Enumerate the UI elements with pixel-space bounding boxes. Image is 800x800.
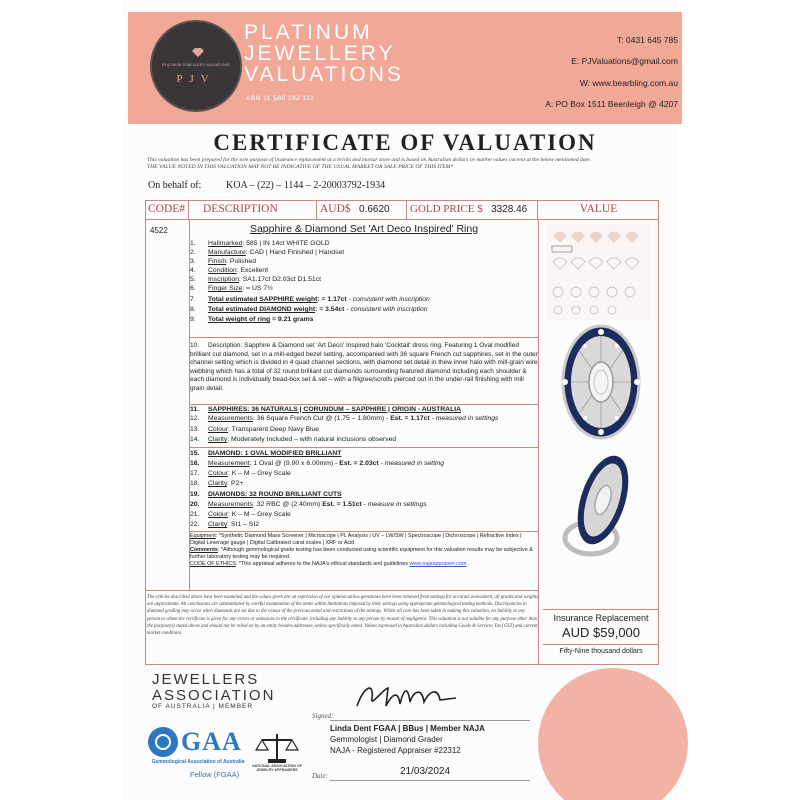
- ja-logo-line-1: JEWELLERS: [152, 671, 260, 688]
- item-label: Measurements: [208, 501, 253, 508]
- item-note: - consistent with inscription: [346, 296, 430, 303]
- ethics-text: : *This appraisal adheres to the NAJA's ethical standards and guidelines: [235, 561, 410, 567]
- equipment-text: : *Synthetic Diamond Mass Screener | Microscope | PL Analysis | UV – LW/SW | Spectroscope | Dichroscope | Refractive Index | Digital Leverage gauge | Digital Calibrated carat scales | XRF or Acid: [190, 533, 522, 546]
- item-number: 21.: [190, 511, 200, 518]
- detail-item: [190, 258, 538, 267]
- detail-item: [190, 450, 538, 459]
- valuation-disclaimer: [147, 157, 667, 171]
- item-value: : CAD | Hand Finished | Handset: [245, 249, 345, 256]
- item-label: Total estimated SAPPHIRE weight: [208, 296, 318, 303]
- disclaimer-line-1: This valuation has been prepared for the sole purpose of insurance replacement at a bricks and mortar store and is based on Australian dollars or market values current at the below mentioned date.: [147, 157, 591, 163]
- item-value: : Transparent Deep Navy Blue: [228, 426, 320, 433]
- ring-title: Sapphire & Diamond Set 'Art Deco Inspired' Ring: [249, 223, 479, 235]
- item-number: 5.: [190, 276, 196, 283]
- signer-name: Linda Dent FGAA | BBus | Member NAJA: [330, 724, 485, 733]
- gaa-logo: GAA: [181, 727, 242, 756]
- item-number: 20.: [190, 501, 200, 508]
- section-divider: [145, 590, 538, 591]
- detail-item: [190, 470, 538, 479]
- item-label: Total weight of ring: [208, 316, 271, 323]
- section-heading: DIAMOND: 1 OVAL MODIFIED BRILLIANT: [208, 450, 342, 457]
- insurance-amount-words: Fifty-Nine thousand dollars: [559, 648, 643, 655]
- item-note: - consistent with inscription: [344, 306, 428, 313]
- comments-text: : *Although gemmological grade testing has been conducted using scientific equipment for this valuation results may be subjective & further laboratory testing may be required.: [190, 547, 533, 560]
- item-number: 7.: [190, 296, 196, 303]
- item-label: Finger Size: [208, 285, 243, 292]
- detail-item: [190, 480, 538, 489]
- ethics-label: CODE OF ETHICS: [190, 561, 236, 567]
- description-label: Description: [208, 342, 241, 349]
- ring-side-view-image: [555, 450, 647, 560]
- item-label: Colour: [208, 470, 229, 477]
- item-number: 10.: [190, 342, 200, 349]
- item-label: Condition: [208, 267, 237, 274]
- contact-web: W: www.bearbling.com.au: [579, 78, 678, 88]
- detail-item: [190, 521, 538, 530]
- gaa-logo-icon: [148, 727, 178, 757]
- item-estimate: Est. = 1.51ct: [322, 501, 362, 508]
- item-value: : 585 | IN 14ct WHITE GOLD: [242, 240, 330, 247]
- section-heading: DIAMONDS: 32 ROUND BRILLIANT CUTS: [208, 491, 342, 498]
- header-code: CODE#: [145, 200, 189, 220]
- item-code: 4522: [150, 226, 168, 235]
- signature-line: [330, 720, 530, 721]
- detail-item: [190, 415, 538, 424]
- item-number: 9.: [190, 316, 196, 323]
- item-value: : = 1.17ct: [317, 296, 347, 303]
- contact-address: A: PO Box 1511 Beenleigh @ 4207: [545, 99, 678, 109]
- gold-value: 3328.46: [491, 204, 528, 215]
- item-value: : Polished: [226, 258, 256, 265]
- testing-notes: [190, 533, 538, 568]
- naja-scales-icon: [252, 730, 302, 782]
- certificate-title: CERTIFICATE OF VALUATION: [213, 130, 597, 155]
- item-label: Total estimated DIAMOND weight: [208, 306, 316, 313]
- brand-line-1: PLATINUM: [244, 21, 373, 44]
- item-estimate: Est. = 2.03ct: [339, 460, 379, 467]
- detail-item: [190, 296, 538, 305]
- item-value: : 36 Square French Cut @ (1.75 – 1.80mm) -: [252, 415, 391, 422]
- detail-item: [190, 249, 538, 258]
- item-label: Colour: [208, 426, 229, 433]
- item-label: Inscription: [208, 276, 239, 283]
- item-note: - measured in setting: [378, 460, 445, 467]
- item-number: 4.: [190, 267, 196, 274]
- aud-label: AUD$: [320, 203, 351, 215]
- ethics-note: [190, 561, 538, 568]
- item-number: 1.: [190, 240, 196, 247]
- brand-line-2: JEWELLERY: [244, 42, 396, 65]
- detail-item: [190, 267, 538, 276]
- item-number: 2.: [190, 249, 196, 256]
- certificate-date: 21/03/2024: [400, 766, 451, 777]
- item-value: : 1 Oval @ (9.90 x 6.00mm) -: [249, 460, 340, 467]
- naja-link[interactable]: www.najaappraiser.com: [409, 561, 467, 567]
- detail-item: [190, 306, 538, 315]
- brand-line-3: VALUATIONS: [244, 63, 404, 86]
- detail-item: [190, 276, 538, 285]
- section-divider: [189, 447, 538, 448]
- description-block: [190, 342, 538, 394]
- pjv-logo: [150, 20, 242, 112]
- detail-item: [190, 316, 538, 325]
- header-aud: [317, 200, 407, 220]
- item-value: : SA1.17ct D2.03ct D1.51ct: [238, 276, 321, 283]
- insurance-amount: AUD $59,000: [561, 625, 641, 640]
- ja-logo-line-3: OF AUSTRALIA | MEMBER: [152, 703, 254, 710]
- item-number: 15.: [190, 450, 200, 457]
- item-value: : Excellent: [236, 267, 269, 274]
- item-number: 16.: [190, 460, 200, 467]
- header-value: VALUE: [538, 200, 659, 220]
- value-divider: [543, 609, 658, 610]
- description-text: : Sapphire & Diamond set 'Art Deco' Inspired halo 'Cocktail' dress ring. Featuring 1 Oval modified brilliant cut diamond, set in a mill-edged bezel setting, accompanied with 36 square French cut sapphires, set in the outer channel setting which is divided in 4 quad channel sections, with diamond set detail in thew inner halo with mill-grain wire webbing which has a total of 32 round brilliant cut diamonds surrounding featured diamond including each shoulder & each diamond is individually bead-box set & set – with a filigree/scrolls pierced out in the under-rail finishing with mill grain detail.: [190, 342, 538, 392]
- detail-item: [190, 511, 538, 520]
- equipment-note: [190, 533, 538, 547]
- detail-item: [190, 406, 538, 415]
- detail-item: [190, 501, 538, 510]
- item-number: 22.: [190, 521, 200, 528]
- item-label: Manufacture: [208, 249, 246, 256]
- item-value: : K – M – Grey Scale: [228, 470, 291, 477]
- detail-item: [190, 426, 538, 435]
- item-value: = 9.21 grams: [270, 316, 314, 323]
- item-number: 14.: [190, 436, 200, 443]
- header-gold-price: [407, 200, 538, 220]
- section-divider: [189, 404, 538, 405]
- item-value: : Moderately Included – with natural inclusions observed: [227, 436, 397, 443]
- item-label: Hallmarked: [208, 240, 243, 247]
- item-label: Clarity: [208, 436, 228, 443]
- item-number: 18.: [190, 480, 200, 487]
- behalf-label: On behalf of:: [148, 180, 202, 191]
- ring-top-view-image: [555, 322, 647, 442]
- detail-item: [190, 436, 538, 445]
- naja-name: NATIONAL ASSOCIATION OF JEWELRY APPRAISERS: [252, 764, 302, 773]
- gold-label: GOLD PRICE $: [410, 203, 483, 215]
- gaa-fellow: Fellow (FGAA): [190, 770, 240, 779]
- detail-item: [190, 491, 538, 500]
- item-number: 8.: [190, 306, 196, 313]
- clarity-color-chart: [543, 222, 655, 322]
- item-value: : = US 7½: [242, 285, 273, 292]
- insurance-label: Insurance Replacement: [553, 613, 649, 623]
- item-value: : K – M – Grey Scale: [228, 511, 291, 518]
- diamond-icon: [192, 48, 204, 57]
- value-divider: [543, 644, 658, 645]
- disclaimer-line-2: THE VALUE NOTED IN THIS VALUATION MAY NOT BE INDICATIVE OF THE USUAL MARKET OR SALE PRICE OF THIS ITEM*: [147, 164, 454, 170]
- contact-phone: T: 0431 645 785: [617, 35, 678, 45]
- item-label: Measurements: [208, 415, 253, 422]
- signed-label: Signed:: [312, 712, 334, 720]
- item-note: - measure in settings: [361, 501, 427, 508]
- equipment-label: Equipment: [190, 533, 216, 539]
- item-label: Clarity: [208, 480, 228, 487]
- item-value: : SI1 – SI2: [227, 521, 260, 528]
- detail-item: [190, 285, 538, 294]
- section-heading: SAPPHIRES: 36 NATURALS | CORUNDUM – SAPPHIRE | ORIGIN - AUSTRALIA: [208, 406, 462, 413]
- date-label: Date:: [312, 772, 328, 780]
- item-number: 13.: [190, 426, 200, 433]
- comments-note: [190, 547, 538, 561]
- item-note: - measured in settings: [429, 415, 499, 422]
- abn: ABN 11 588 192 112: [246, 95, 315, 102]
- item-label: Clarity: [208, 521, 228, 528]
- item-number: 19.: [190, 491, 200, 498]
- date-line: [330, 780, 530, 781]
- brand-name: [244, 22, 404, 85]
- item-value: : = 3.54ct: [315, 306, 345, 313]
- item-number: 3.: [190, 258, 196, 265]
- behalf-value: KOA – (22) – 1144 – 2-20003792-1934: [226, 180, 386, 191]
- ja-logo-line-2: ASSOCIATION: [152, 687, 276, 704]
- item-number: 11.: [190, 406, 200, 413]
- section-divider: [189, 337, 538, 338]
- item-label: Colour: [208, 511, 229, 518]
- signer-registration: NAJA - Registered Appraiser #22312: [330, 746, 461, 755]
- handwritten-signature: [352, 676, 462, 716]
- detail-item: [190, 240, 538, 249]
- header-description: DESCRIPTION: [189, 200, 317, 220]
- contact-email: E: PJValuations@gmail.com: [571, 56, 678, 66]
- section-divider: [189, 531, 538, 532]
- oval-center-diamond: [589, 362, 613, 402]
- item-value: : 32 RBC @ (2.40mm): [252, 501, 323, 508]
- logo-ring-text: PLATINUM JEWELLERY VALUATIONS: [162, 63, 230, 67]
- logo-initials: PJV: [176, 73, 216, 85]
- item-number: 17.: [190, 470, 200, 477]
- comments-label: Comments: [190, 547, 218, 553]
- item-label: Finish: [208, 258, 227, 265]
- signer-title: Gemmologist | Diamond Grader: [330, 735, 443, 744]
- detail-item: [190, 460, 538, 469]
- legal-disclaimer: The articles described above have been examined and the values given are an expression of our opinion unless gemstones have been removed from settings for accurate assessment, all grades and weights are approximate. All conclusions are substantiated by careful examination of the items within limitations imposed by their settings using appropriate gemmological testing methods. Discrepancies in diamond grading may occur when diamonds are set due to the colour of the precious metal and restrictions of the settings. Whilst all care has been taken in making this valuation, no liability to any person to whom the certificate is given for any errors or omissions in the certificate, including any liability to any person by reason of negligence. This valuation is not suitable for any purpose other than the purpose(s) stated above and should not be relied on by an entity besides addressee, unless specifically noted. Values expressed in Australian dollars including Goods & Services Tax (GST) and current market conditions.: [147, 595, 539, 637]
- item-number: 6.: [190, 285, 196, 292]
- aud-value: 0.6620: [359, 204, 390, 215]
- item-value: : P2+: [227, 480, 244, 487]
- gaa-name: Gemmological Association of Australia: [151, 759, 245, 765]
- item-number: 12.: [190, 415, 200, 422]
- item-estimate: Est. = 1.17ct: [390, 415, 430, 422]
- item-label: Measurement: [208, 460, 250, 467]
